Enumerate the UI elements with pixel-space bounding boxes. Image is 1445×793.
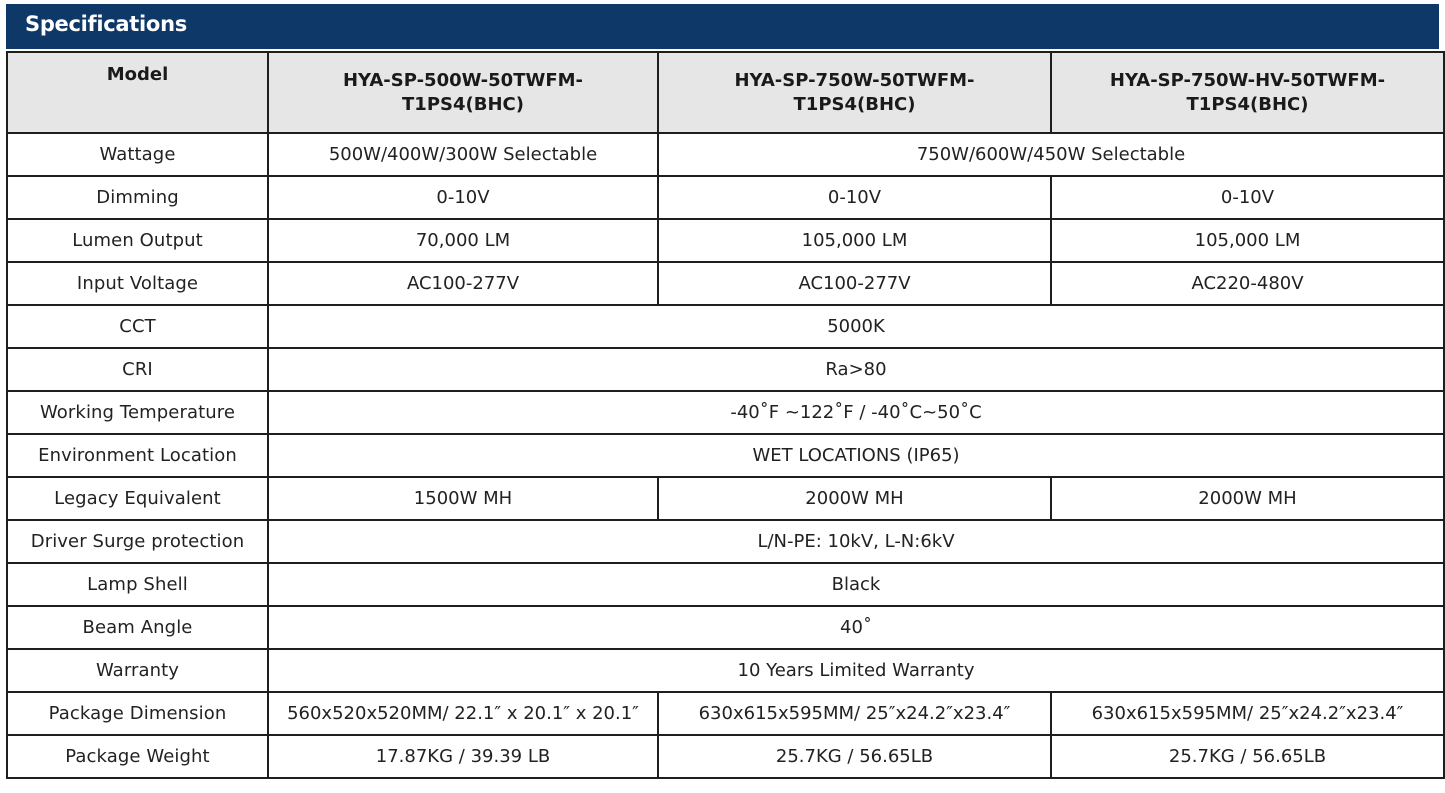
row-label: Lamp Shell: [7, 563, 268, 606]
banner-title: Specifications: [25, 12, 187, 36]
table-cell: Ra>80: [268, 348, 1444, 391]
table-row-dimming: [7, 176, 1444, 219]
specifications-banner: [6, 4, 1439, 49]
table-cell: 105,000 LM: [658, 219, 1051, 262]
table-header-row: [7, 52, 1444, 133]
table-row-cri: [7, 348, 1444, 391]
table-cell: 2000W MH: [658, 477, 1051, 520]
table-row-warranty: [7, 649, 1444, 692]
header-model-label: Model: [7, 52, 268, 133]
table-row-wattage: [7, 133, 1444, 176]
table-row-cct: [7, 305, 1444, 348]
table-cell: 105,000 LM: [1051, 219, 1444, 262]
row-label: CCT: [7, 305, 268, 348]
table-row-package-dimension: [7, 692, 1444, 735]
table-cell: 0-10V: [1051, 176, 1444, 219]
table-cell: L/N-PE: 10kV, L-N:6kV: [268, 520, 1444, 563]
table-cell: Black: [268, 563, 1444, 606]
table-cell: 25.7KG / 56.65LB: [1051, 735, 1444, 778]
header-model-2: [658, 52, 1051, 133]
table-row-input-voltage: [7, 262, 1444, 305]
row-label: Warranty: [7, 649, 268, 692]
row-label: Wattage: [7, 133, 268, 176]
model-1-line1: HYA-SP-500W-50TWFM-: [342, 69, 584, 91]
table-row-lumen-output: [7, 219, 1444, 262]
header-model-3: [1051, 52, 1444, 133]
row-label: Environment Location: [7, 434, 268, 477]
table-cell: 560x520x520MM/ 22.1″ x 20.1″ x 20.1″: [268, 692, 658, 735]
model-2-line1: HYA-SP-750W-50TWFM-: [734, 69, 975, 91]
row-label: Lumen Output: [7, 219, 268, 262]
table-row-package-weight: [7, 735, 1444, 778]
row-label: Input Voltage: [7, 262, 268, 305]
table-cell: 0-10V: [658, 176, 1051, 219]
table-cell: 70,000 LM: [268, 219, 658, 262]
table-cell: 40˚: [268, 606, 1444, 649]
row-label: Working Temperature: [7, 391, 268, 434]
table-cell: 5000K: [268, 305, 1444, 348]
table-cell: 0-10V: [268, 176, 658, 219]
table-cell: 630x615x595MM/ 25″x24.2″x23.4″: [1051, 692, 1444, 735]
table-cell: AC220-480V: [1051, 262, 1444, 305]
row-label: Legacy Equivalent: [7, 477, 268, 520]
specifications-table: [6, 51, 1445, 779]
table-cell: -40˚F ~122˚F / -40˚C~50˚C: [268, 391, 1444, 434]
model-3-line1: HYA-SP-750W-HV-50TWFM-: [1109, 69, 1386, 91]
table-cell: AC100-277V: [658, 262, 1051, 305]
table-row-legacy-equivalent: [7, 477, 1444, 520]
row-label: Dimming: [7, 176, 268, 219]
row-label: Package Weight: [7, 735, 268, 778]
row-label: Package Dimension: [7, 692, 268, 735]
table-cell: 500W/400W/300W Selectable: [268, 133, 658, 176]
model-3-line2: T1PS4(BHC): [1186, 93, 1309, 115]
table-cell: 17.87KG / 39.39 LB: [268, 735, 658, 778]
row-label: Beam Angle: [7, 606, 268, 649]
table-cell: AC100-277V: [268, 262, 658, 305]
table-cell: 1500W MH: [268, 477, 658, 520]
row-label: CRI: [7, 348, 268, 391]
table-row-working-temperature: [7, 391, 1444, 434]
table-cell: 750W/600W/450W Selectable: [658, 133, 1444, 176]
table-cell: 630x615x595MM/ 25″x24.2″x23.4″: [658, 692, 1051, 735]
model-2-line2: T1PS4(BHC): [793, 93, 916, 115]
model-1-line2: T1PS4(BHC): [402, 93, 524, 115]
table-row-driver-surge-protection: [7, 520, 1444, 563]
header-model-1: [268, 52, 658, 133]
table-row-environment-location: [7, 434, 1444, 477]
table-row-lamp-shell: [7, 563, 1444, 606]
table-cell: 25.7KG / 56.65LB: [658, 735, 1051, 778]
table-cell: 10 Years Limited Warranty: [268, 649, 1444, 692]
table-row-beam-angle: [7, 606, 1444, 649]
row-label: Driver Surge protection: [7, 520, 268, 563]
table-cell: WET LOCATIONS (IP65): [268, 434, 1444, 477]
table-cell: 2000W MH: [1051, 477, 1444, 520]
